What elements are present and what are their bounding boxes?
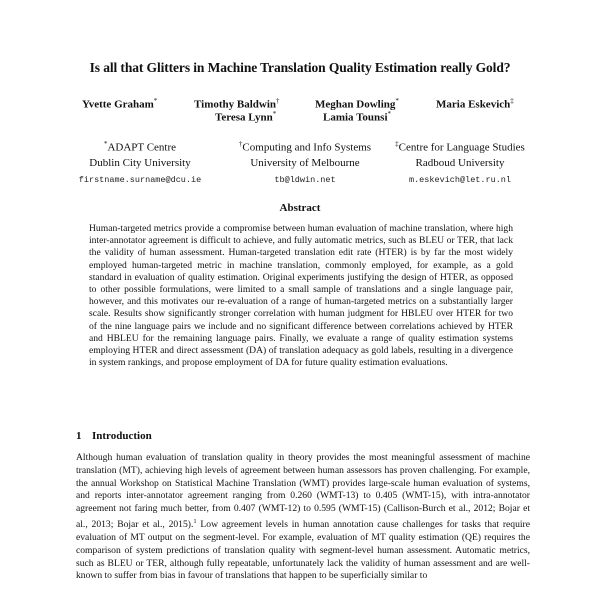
affiliation-melbourne	[220, 137, 390, 188]
author-maria-eskevich	[436, 97, 514, 111]
affiliation-line1: ADAPT Centre	[107, 141, 177, 154]
author-name: Lamia Tounsi	[323, 111, 388, 124]
affiliation-email: tb@ldwin.net	[274, 174, 336, 185]
author-mark: †	[276, 97, 280, 105]
introduction-text	[76, 452, 530, 583]
affiliation-mark: *	[103, 140, 108, 148]
affiliation-mark: †	[238, 140, 243, 148]
author-mark: *	[153, 97, 158, 105]
author-mark: *	[395, 97, 399, 105]
affiliation-line1: Computing and Info Systems	[242, 141, 372, 154]
author-yvette-graham	[82, 97, 157, 111]
affiliation-line1: Centre for Language Studies	[398, 141, 525, 154]
footnote-mark: 1	[193, 517, 197, 525]
affiliation-email: m.eskevich@let.ru.nl	[408, 174, 512, 185]
author-name: Meghan Dowling	[315, 98, 396, 111]
affiliation-radboud	[375, 137, 545, 188]
intro-text-part2: Low agreement levels in human annotation cause challenges for tasks that require evaluation of MT output on the segment-level. For example, evaluation of MT quality estimation (QE) requires the comparison of system predictions of translation quality with segment-level human assessment. Automatic metrics, such as BLEU or TER, although fully repeatable, unfortunately lack the validity of human assessment and are well-known to suffer from bias in favour of translations that happen to be superficially similar to	[76, 519, 530, 582]
affiliation-mark: ‡	[395, 140, 399, 148]
paper-title: Is all that Glitters in Machine Translation Quality Estimation really Gold?	[89, 60, 511, 75]
affiliation-line2: University of Melbourne	[250, 156, 360, 169]
abstract-text: Human-targeted metrics provide a compromise between human evaluation of machine translation, where high inter-annotator agreement is difficult to achieve, and fully automatic metrics, such as BLEU or TER, that lack the validity of human assessment. Human-targeted translation edit rate (HTER) is by far the most widely employed human-targeted metric in machine translation, commonly employed, for example, as a gold standard in evaluation of quality estimation. Original experiments justifying the design of HTER, as opposed to other possible formulations, were limited to a small sample of translations and a single language pair, however, and this motivates our re-evaluation of a range of human-targeted metrics on a substantially larger scale. Results show significantly stronger correlation with human judgment for HBLEU over HTER for two of the nine language pairs we include and no significant difference between correlations achieved by HTER and HBLEU for the remaining language pairs. Finally, we evaluate a range of quality estimation systems employing HTER and direct assessment (DA) of translation adequacy as gold labels, resulting in a divergence in system rankings, and propose employment of DA for future quality estimation evaluations.	[89, 223, 513, 369]
affiliation-line2: Dublin City University	[89, 156, 191, 169]
author-meghan-dowling	[315, 97, 399, 111]
intro-text-part1: Although human evaluation of translation quality in theory provides the most meaningful assessment of machine translation (MT), achieving high levels of agreement between human assessors has proven challenging. For example, the annual Workshop on Statistical Machine Translation (WMT) provides large-scale human evaluation of systems, and reports inter-annotator agreement ranging from 0.260 (WMT-13) to 0.405 (WMT-15), with intra-annotator agreement not faring much better, from 0.407 (WMT-12) to 0.595 (WMT-15) (Callison-Burch et al., 2012; Bojar et al., 2013; Bojar et al., 2015).	[76, 452, 530, 531]
author-lamia-tounsi	[323, 110, 391, 124]
author-mark: *	[272, 110, 277, 118]
section-number: 1	[76, 430, 82, 442]
author-name: Yvette Graham	[82, 98, 154, 111]
author-name: Timothy Baldwin	[194, 98, 277, 111]
affiliation-adapt	[55, 137, 225, 188]
affiliation-line2: Radboud University	[415, 156, 505, 169]
section-title: Introduction	[92, 430, 152, 442]
author-mark: ‡	[510, 97, 514, 105]
section-heading	[76, 430, 152, 442]
abstract-heading: Abstract	[279, 202, 321, 214]
author-timothy-baldwin	[194, 97, 280, 111]
author-name: Maria Eskevich	[436, 98, 511, 111]
author-name: Teresa Lynn	[215, 111, 273, 124]
author-mark: *	[387, 110, 392, 118]
author-teresa-lynn	[215, 110, 276, 124]
affiliation-email: firstname.surname@dcu.ie	[78, 174, 202, 185]
